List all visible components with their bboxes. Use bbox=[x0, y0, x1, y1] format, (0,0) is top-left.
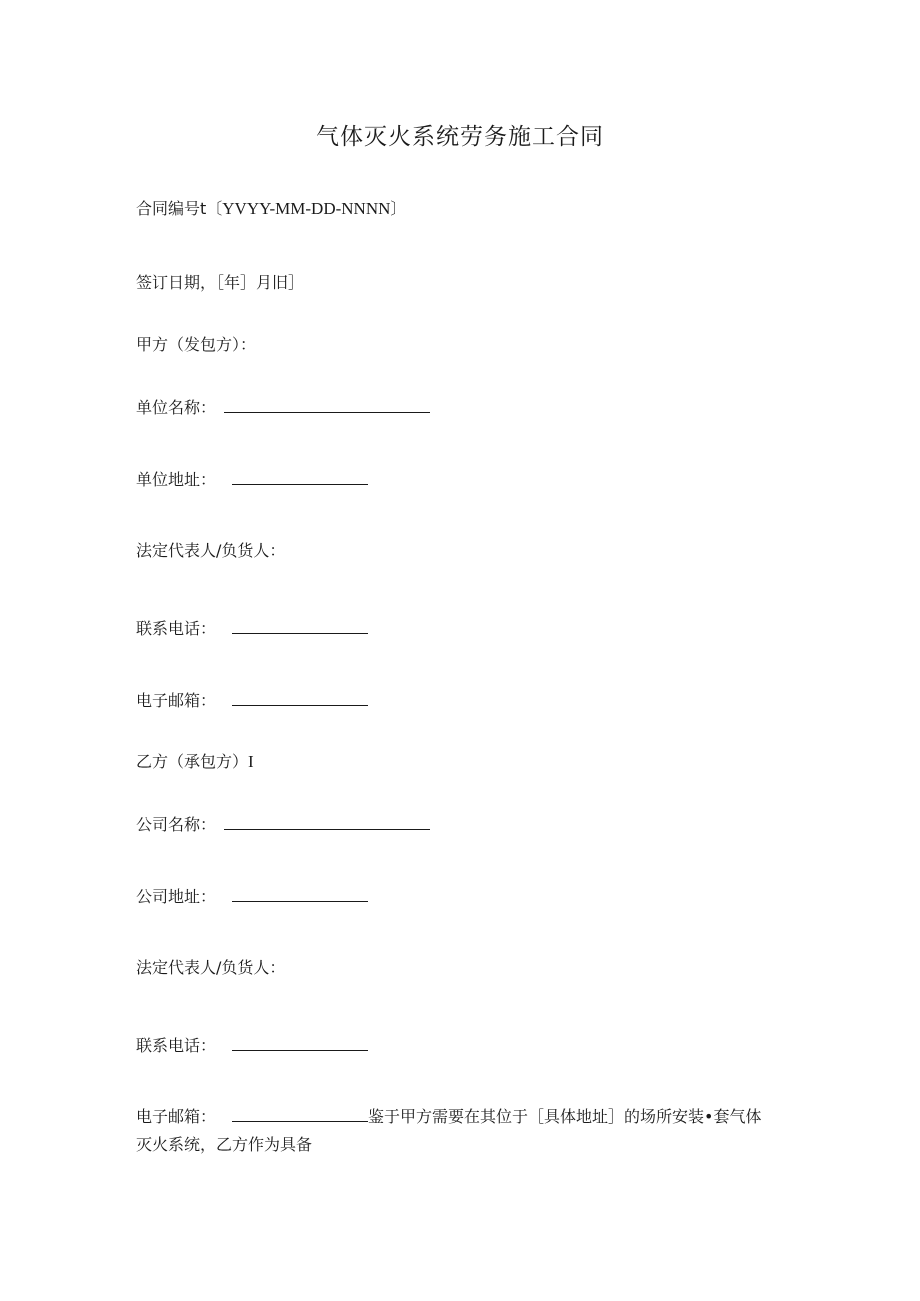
party-b-email-label: 电子邮箱： bbox=[136, 1107, 217, 1126]
party-a-unit-address bbox=[136, 468, 368, 491]
party-a-phone-label: 联系电话： bbox=[136, 619, 217, 638]
party-a-unit-address-blank[interactable] bbox=[232, 468, 368, 485]
party-a-unit-name-blank[interactable] bbox=[224, 396, 430, 413]
contract-number-label: 合同编号t〔 bbox=[136, 199, 223, 218]
party-b-heading-suffix: I bbox=[248, 752, 254, 771]
party-a-email-blank[interactable] bbox=[232, 689, 368, 706]
party-a-phone bbox=[136, 617, 368, 640]
party-a-email bbox=[136, 689, 368, 712]
party-a-heading: 甲方（发包方）： bbox=[136, 335, 257, 354]
party-b-email-blank[interactable] bbox=[232, 1105, 368, 1122]
party-b-heading bbox=[136, 751, 254, 773]
party-b-company-name-blank[interactable] bbox=[224, 813, 430, 830]
paragraph-line-1 bbox=[136, 1103, 796, 1131]
party-a-unit-name bbox=[136, 396, 430, 419]
sign-date: 签订日期，［年］月旧］ bbox=[136, 273, 305, 292]
party-b-company-address-label: 公司地址： bbox=[136, 887, 217, 906]
party-b-email-paragraph bbox=[136, 1103, 796, 1159]
body-text-line-1: 鉴于甲方需要在其位于［具体地址］的场所安装•套气体 bbox=[368, 1107, 762, 1126]
party-a-phone-blank[interactable] bbox=[232, 617, 368, 634]
party-b-phone bbox=[136, 1034, 368, 1057]
party-b-phone-label: 联系电话： bbox=[136, 1036, 217, 1055]
party-a-legal-rep: 法定代表人/负货人： bbox=[136, 541, 286, 560]
party-b-company-address bbox=[136, 885, 368, 908]
party-b-heading-prefix: 乙方（承包方） bbox=[136, 752, 249, 771]
party-b-company-name-label: 公司名称： bbox=[136, 815, 217, 834]
contract-number bbox=[136, 198, 406, 220]
document-title: 气体灭火系统劳务施工合同 bbox=[316, 124, 604, 150]
contract-number-value: YVYY-MM-DD-NNNN bbox=[222, 199, 391, 218]
party-b-company-name bbox=[136, 813, 430, 836]
contract-number-close: 〕 bbox=[390, 199, 407, 218]
body-text-line-2: 灭火系统，乙方作为具备 bbox=[136, 1135, 313, 1154]
party-b-phone-blank[interactable] bbox=[232, 1034, 368, 1051]
party-b-legal-rep: 法定代表人/负货人： bbox=[136, 958, 286, 977]
party-a-unit-name-label: 单位名称： bbox=[136, 398, 217, 417]
party-b-company-address-blank[interactable] bbox=[232, 885, 368, 902]
party-a-email-label: 电子邮箱： bbox=[136, 691, 217, 710]
party-a-unit-address-label: 单位地址： bbox=[136, 470, 217, 489]
